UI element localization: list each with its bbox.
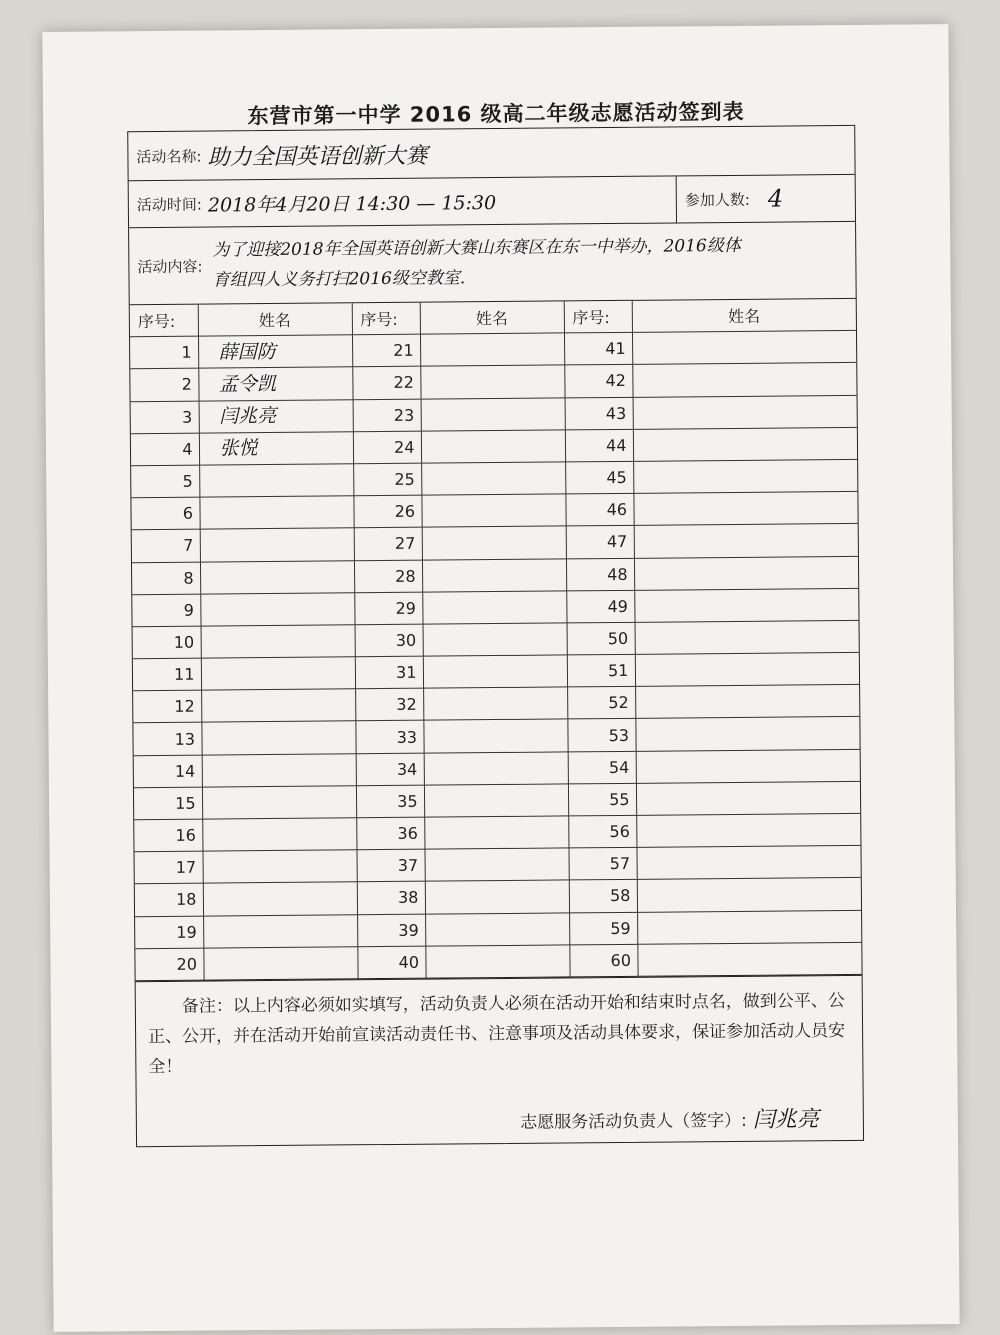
activity-name-label: 活动名称: <box>136 147 202 166</box>
signature-line <box>137 1096 863 1146</box>
name-cell <box>199 399 353 433</box>
seq-cell: 60 <box>569 944 637 977</box>
seq-cell: 48 <box>566 558 634 591</box>
seq-cell: 36 <box>356 817 424 850</box>
signed-name <box>425 854 445 876</box>
seq-cell: 42 <box>564 365 632 398</box>
signed-name <box>200 470 220 492</box>
activity-name-value: 助力全国英语创新大赛 <box>207 143 428 171</box>
name-cell <box>423 687 567 720</box>
page-title: 东营市第一中学 2016 级高二年级志愿活动签到表 <box>247 99 745 129</box>
seq-cell: 17 <box>135 851 203 884</box>
signed-name <box>633 337 653 359</box>
signed-name <box>638 917 658 939</box>
seq-cell: 44 <box>565 429 633 462</box>
name-cell <box>635 685 859 719</box>
name-cell <box>199 496 353 530</box>
name-cell <box>202 818 356 852</box>
name-cell <box>198 367 352 401</box>
header-seq-3: 序号: <box>564 301 632 333</box>
activity-content-value: 为了迎接2018年全国英语创新大赛山东赛区在东一中举办，2016级体育组四人义务打扫2016级空教室. <box>212 235 741 291</box>
name-cell <box>201 657 355 691</box>
signed-name <box>636 788 656 810</box>
name-cell <box>637 878 861 912</box>
signed-name <box>202 727 222 749</box>
name-cell <box>421 397 565 430</box>
seq-cell: 4 <box>131 433 199 466</box>
seq-cell: 49 <box>566 590 634 623</box>
seq-cell: 1 <box>130 336 198 369</box>
signed-name <box>424 693 444 715</box>
name-cell <box>425 945 569 978</box>
signed-name: 孟令凯 <box>218 372 277 396</box>
attendance-table <box>130 299 862 981</box>
seq-cell: 2 <box>130 369 198 402</box>
signed-name <box>204 953 224 975</box>
name-cell <box>421 494 565 527</box>
signed-name <box>637 885 657 907</box>
signed-name <box>423 629 443 651</box>
seq-cell: 56 <box>568 815 636 848</box>
name-cell <box>199 432 353 466</box>
notes-row <box>136 976 863 1146</box>
name-cell <box>634 556 858 590</box>
seq-cell: 7 <box>132 529 200 562</box>
seq-cell: 15 <box>134 787 202 820</box>
header-seq-1: 序号: <box>130 305 198 337</box>
name-cell <box>201 689 355 723</box>
seq-cell: 5 <box>131 465 199 498</box>
seq-cell: 8 <box>132 562 200 595</box>
table-row <box>135 942 861 981</box>
name-cell <box>201 625 355 659</box>
signed-name <box>426 951 446 973</box>
name-cell <box>424 816 568 849</box>
signed-name <box>422 468 442 490</box>
seq-cell: 32 <box>355 688 423 721</box>
name-cell <box>420 333 564 366</box>
name-cell <box>634 524 858 558</box>
seq-cell: 53 <box>567 719 635 752</box>
name-cell <box>424 784 568 817</box>
name-cell <box>200 560 354 594</box>
seq-cell: 41 <box>564 333 632 366</box>
seq-cell: 46 <box>565 493 633 526</box>
signed-name <box>422 532 442 554</box>
name-cell <box>424 848 568 881</box>
signed-name: 薛国防 <box>218 340 276 364</box>
signed-name <box>422 500 442 522</box>
signed-name <box>638 949 658 971</box>
seq-cell: 14 <box>134 755 202 788</box>
name-cell <box>423 655 567 688</box>
seq-cell: 51 <box>567 654 635 687</box>
seq-cell: 6 <box>131 497 199 530</box>
name-cell <box>200 528 354 562</box>
signed-name <box>201 599 221 621</box>
seq-cell: 16 <box>134 819 202 852</box>
header-seq-2: 序号: <box>352 303 420 335</box>
signed-name <box>201 631 221 653</box>
seq-cell: 18 <box>135 883 203 916</box>
signed-name <box>637 852 657 874</box>
seq-cell: 57 <box>568 848 636 881</box>
signed-name <box>203 856 223 878</box>
signed-name <box>634 498 654 520</box>
seq-cell: 55 <box>568 783 636 816</box>
sign-in-sheet <box>42 24 959 1332</box>
signed-name <box>201 663 221 685</box>
seq-cell: 38 <box>357 882 425 915</box>
name-cell <box>633 427 857 461</box>
seq-cell: 10 <box>133 626 201 659</box>
activity-content-row <box>129 222 856 305</box>
participants-value: 4 <box>767 184 784 213</box>
participants-label: 参加人数: <box>684 190 750 209</box>
name-cell <box>633 492 857 526</box>
seq-cell: 22 <box>352 367 420 400</box>
seq-cell: 30 <box>355 624 423 657</box>
name-cell <box>634 588 858 622</box>
name-cell <box>421 430 565 463</box>
header-name-2: 姓名 <box>420 301 564 334</box>
seq-cell: 37 <box>356 849 424 882</box>
name-cell <box>199 464 353 498</box>
seq-cell: 24 <box>353 431 421 464</box>
name-cell <box>200 592 354 626</box>
activity-name-row <box>128 126 854 181</box>
signed-name <box>636 691 656 713</box>
activity-time-row <box>129 175 855 228</box>
seq-cell: 25 <box>353 463 421 496</box>
name-cell <box>198 335 352 369</box>
name-cell <box>633 395 857 429</box>
name-cell <box>203 850 357 884</box>
name-cell <box>635 717 859 751</box>
notes-text: 备注：以上内容必须如实填写，活动负责人必须在活动开始和结束时点名，做到公平、公正、公开，并在活动开始前宣读活动责任书、注意事项及活动具体要求，保证参加活动人员安全！ <box>148 990 846 1078</box>
activity-time-cell <box>129 176 677 227</box>
signed-name <box>202 792 222 814</box>
name-cell <box>423 719 567 752</box>
seq-cell: 31 <box>355 656 423 689</box>
seq-cell: 35 <box>356 785 424 818</box>
seq-cell: 40 <box>357 946 425 979</box>
seq-cell: 39 <box>357 914 425 947</box>
seq-cell: 23 <box>353 399 421 432</box>
notes-cell <box>136 976 863 1102</box>
form-table <box>127 125 864 1147</box>
signed-name <box>635 563 655 585</box>
activity-content-label: 活动内容: <box>137 257 203 276</box>
signed-name <box>636 724 656 746</box>
signed-name <box>634 466 654 488</box>
name-cell <box>422 526 566 559</box>
name-cell <box>633 459 857 493</box>
name-cell <box>636 846 860 880</box>
signed-name <box>424 758 444 780</box>
signed-name <box>635 627 655 649</box>
activity-time-label: 活动时间: <box>136 195 202 214</box>
signed-name <box>421 371 441 393</box>
seq-cell: 12 <box>133 690 201 723</box>
name-cell <box>202 753 356 787</box>
seq-cell: 33 <box>355 721 423 754</box>
signed-name <box>424 726 444 748</box>
signed-name <box>425 822 445 844</box>
signed-name: 闫兆亮 <box>219 405 277 428</box>
seq-cell: 50 <box>567 622 635 655</box>
seq-cell: 9 <box>132 594 200 627</box>
signed-name <box>200 534 220 556</box>
seq-cell: 34 <box>356 753 424 786</box>
signed-name <box>421 436 441 458</box>
participants-cell <box>677 175 855 223</box>
signed-name <box>636 756 656 778</box>
seq-cell: 58 <box>569 880 637 913</box>
seq-cell: 3 <box>131 401 199 434</box>
signed-name <box>204 921 224 943</box>
activity-time-value: 2018年4月20日 14:30 — 15:30 <box>207 191 497 217</box>
signed-name <box>424 790 444 812</box>
signed-name <box>202 695 222 717</box>
seq-cell: 45 <box>565 461 633 494</box>
name-cell <box>636 813 860 847</box>
signed-name <box>635 595 655 617</box>
signed-name <box>633 370 653 392</box>
seq-cell: 13 <box>133 723 201 756</box>
signed-name <box>423 565 443 587</box>
seq-cell: 52 <box>567 687 635 720</box>
name-cell <box>203 882 357 916</box>
signed-name <box>201 567 221 589</box>
name-cell <box>636 749 860 783</box>
signed-name <box>421 339 441 361</box>
signed-name <box>633 434 653 456</box>
signature-label: 志愿服务活动负责人（签字）: <box>520 1111 747 1134</box>
signed-name <box>423 597 443 619</box>
seq-cell: 19 <box>135 916 203 949</box>
signed-name <box>203 824 223 846</box>
signed-name <box>425 886 445 908</box>
signed-name <box>421 404 441 426</box>
signed-name <box>200 502 220 524</box>
signed-name: 张悦 <box>219 437 258 460</box>
seq-cell: 20 <box>135 948 203 981</box>
name-cell <box>422 558 566 591</box>
name-cell <box>637 942 861 976</box>
seq-cell: 27 <box>354 527 422 560</box>
signed-name <box>634 531 654 553</box>
seq-cell: 47 <box>566 526 634 559</box>
signed-name <box>426 919 446 941</box>
seq-cell: 26 <box>353 495 421 528</box>
seq-cell: 29 <box>354 592 422 625</box>
name-cell <box>632 363 856 397</box>
signed-name <box>202 760 222 782</box>
name-cell <box>636 781 860 815</box>
seq-cell: 11 <box>133 658 201 691</box>
seq-cell: 43 <box>565 397 633 430</box>
name-cell <box>425 912 569 945</box>
name-cell <box>203 914 357 948</box>
seq-cell: 59 <box>569 912 637 945</box>
signed-name <box>635 659 655 681</box>
name-cell <box>202 786 356 820</box>
signed-name <box>637 820 657 842</box>
name-cell <box>420 365 564 398</box>
name-cell <box>425 880 569 913</box>
header-name-1: 姓名 <box>198 303 352 336</box>
signature-value: 闫兆亮 <box>752 1107 819 1134</box>
name-cell <box>635 620 859 654</box>
seq-cell: 21 <box>352 334 420 367</box>
signed-name <box>203 888 223 910</box>
name-cell <box>203 947 357 981</box>
attendance-grid <box>130 299 862 982</box>
name-cell <box>421 462 565 495</box>
name-cell <box>635 652 859 686</box>
seq-cell: 28 <box>354 560 422 593</box>
header-name-3: 姓名 <box>632 299 856 333</box>
signed-name <box>633 402 653 424</box>
name-cell <box>424 752 568 785</box>
name-cell <box>422 591 566 624</box>
name-cell <box>201 721 355 755</box>
seq-cell: 54 <box>568 751 636 784</box>
name-cell <box>423 623 567 656</box>
name-cell <box>632 331 856 365</box>
name-cell <box>637 910 861 944</box>
signed-name <box>423 661 443 683</box>
